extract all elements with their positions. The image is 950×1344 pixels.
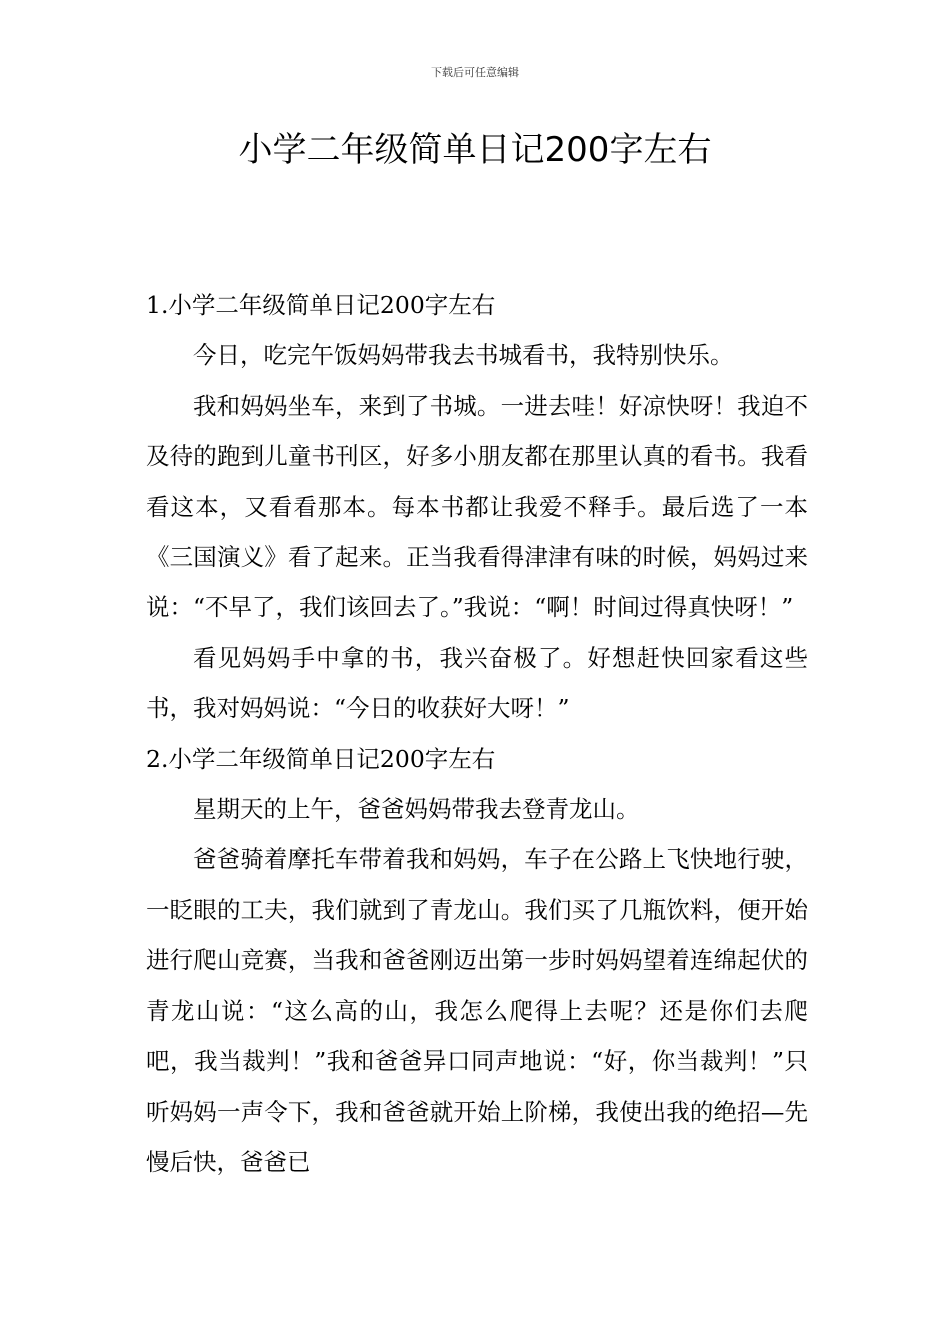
section-heading-1: 1.小学二年级简单日记200字左右	[146, 291, 496, 319]
paragraph: 星期天的上午，爸爸妈妈带我去登青龙山。	[193, 795, 640, 824]
document-title: 小学二年级简单日记200字左右	[238, 130, 712, 170]
header-note: 下载后可任意编辑	[431, 66, 519, 79]
paragraph: 今日，吃完午饭妈妈带我去书城看书，我特别快乐。	[193, 341, 734, 370]
paragraph: 看见妈妈手中拿的书，我兴奋极了。好想赶快回家看这些书，我对妈妈说：“今日的收获好大呀！”	[146, 643, 808, 723]
paragraph: 我和妈妈坐车，来到了书城。一进去哇！好凉快呀！我迫不及待的跑到儿童书刊区，好多小朋友都在那里认真的看书。我看看这本，又看看那本。每本书都让我爱不释手。最后选了一本《三国演义》看了起来。正当我看得津津有味的时候，妈妈过来说：“不早了，我们该回去了。”我说：“啊！时间过得真快呀！”	[146, 391, 808, 622]
paragraph: 爸爸骑着摩托车带着我和妈妈，车子在公路上飞快地行驶，一眨眼的工夫，我们就到了青龙山。我们买了几瓶饮料，便开始进行爬山竞赛，当我和爸爸刚迈出第一步时妈妈望着连绵起伏的青龙山说：“这么高的山，我怎么爬得上去呢？还是你们去爬吧，我当裁判！”我和爸爸异口同声地说：“好，你当裁判！”只听妈妈一声令下，我和爸爸就开始上阶梯，我使出我的绝招—先慢后快，爸爸已	[146, 845, 808, 1176]
section-heading-2: 2.小学二年级简单日记200字左右	[146, 744, 496, 773]
document-body	[146, 280, 808, 1187]
